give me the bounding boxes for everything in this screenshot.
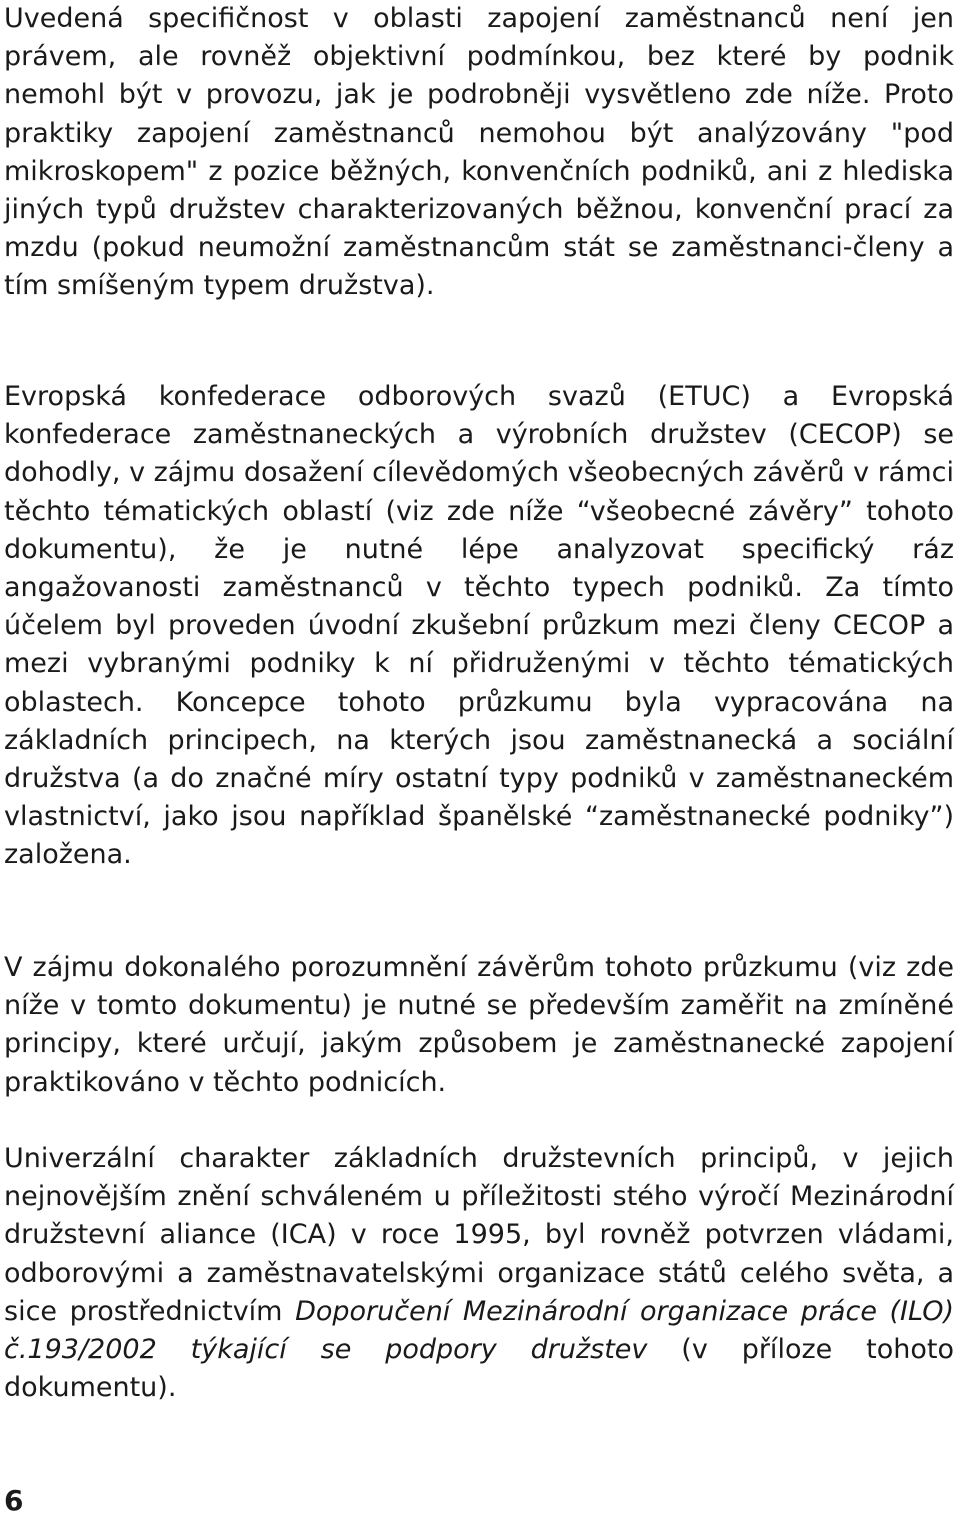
paragraph-2: Evropská konfederace odborových svazů (ETUC) a Evropská konfederace zaměstnaneckých a výrobních družstev (CECOP) se dohodly, v zájmu dosažení cílevědomých všeobecných závěrů v rámci těchto tématických oblastí (viz zde níže “všeobecné závěry” tohoto dokumentu), že je nutné lépe analyzovat specifický ráz angažovanosti zaměstnanců v těchto typech podniků. Za tímto účelem byl proveden úvodní zkušební průzkum mezi členy CECOP a mezi vybranými podniky k ní přidruženými v těchto tématických oblastech. Koncepce tohoto průzkumu byla vypracována na základních principech, na kterých jsou zaměstnanecká a sociální družstva (a do značné míry ostatní typy podniků v zaměstnaneckém vlastnictví, jako jsou například španělské “zaměstnanecké podniky”) založena. xyxy=(4,381,954,871)
paragraph-3: V zájmu dokonalého porozumnění závěrům tohoto průzkumu (viz zde níže v tomto dokumentu) je nutné se především zaměřit na zmíněné principy, které určují, jakým způsobem je zaměstnanecké zapojení praktikováno v těchto podnicích. xyxy=(4,952,954,1098)
paragraph-1: Uvedená specifičnost v oblasti zapojení zaměstnanců není jen právem, ale rovněž objektivní podmínkou, bez které by podnik nemohl být v provozu, jak je podrobněji vysvětleno zde níže. Proto praktiky zapojení zaměstnanců nemohou být analýzovány "pod mikroskopem" z pozice běžných, konvenčních podniků, ani z hlediska jiných typů družstev charakterizovaných běžnou, konvenční prací za mzdu (pokud neumožní zaměstnancům stát se zaměstnanci-členy a tím smíšeným typem družstva). xyxy=(4,3,954,302)
page-number: 6 xyxy=(4,1484,24,1517)
paragraph-4 xyxy=(4,1140,954,1407)
paragraph-4-text: Univerzální charakter základních družstevních principů, v jejich nejnovějším znění schváleném u příležitosti stého výročí Mezinárodní družstevní aliance (ICA) v roce 1995, byl rovněž potvrzen vládami, odborovými a zaměstnavatelskými organizace států celého světa, a sice prostřednictvím xyxy=(4,1143,954,1327)
ilo-recommendation-title: Doporučení Mezinárodní organizace práce (ILO) č.193/2002 týkající se podpory družstev xyxy=(4,1295,954,1366)
paragraph-4-tail: (v příloze tohoto dokumentu). xyxy=(4,1334,954,1404)
